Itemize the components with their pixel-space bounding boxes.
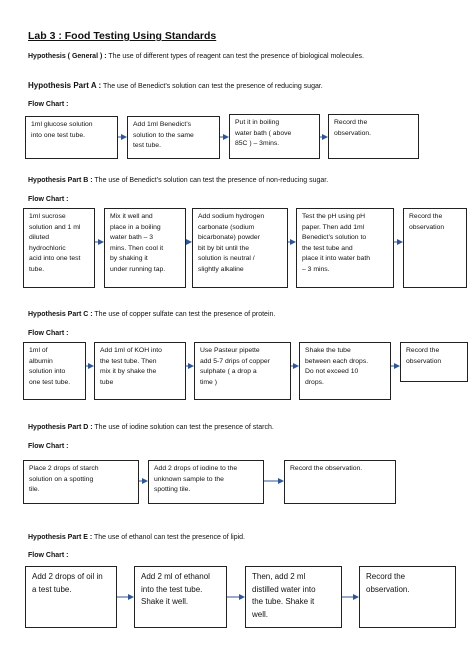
step-c-4: Shake the tube between each drops. Do not exceed 10 drops. bbox=[299, 342, 391, 400]
hypothesis-a-text: The use of Benedict’s solution can test the presence of reducing sugar. bbox=[101, 83, 323, 90]
hypothesis-e-label: Hypothesis Part E : bbox=[28, 534, 93, 541]
step-b-2: Mix it well and place in a boiling water bath – 3 mins. Then cool it by shaking it under running tap. bbox=[104, 208, 186, 288]
flow-chart-c-label: Flow Chart : bbox=[28, 330, 69, 337]
step-c-1: 1ml of albumin solution into one test tube. bbox=[23, 342, 86, 400]
hypothesis-d-label: Hypothesis Part D : bbox=[28, 424, 93, 431]
step-a-2: Add 1ml Benedict’s solution to the same test tube. bbox=[127, 116, 220, 159]
step-c-3: Use Pasteur pipette add 5-7 drips of copper sulphate ( a drop a time ) bbox=[194, 342, 291, 400]
flow-chart-b-label: Flow Chart : bbox=[28, 196, 69, 203]
hypothesis-a-label: Hypothesis Part A : bbox=[28, 81, 102, 90]
step-c-5: Record the observation bbox=[400, 342, 468, 382]
flow-chart-e-label: Flow Chart : bbox=[28, 552, 69, 559]
step-a-4: Record the observation. bbox=[328, 114, 419, 159]
hypothesis-d-text: The use of iodine solution can test the presence of starch. bbox=[92, 424, 274, 431]
hypothesis-e-text: The use of ethanol can test the presence of lipid. bbox=[92, 534, 245, 541]
step-b-4: Test the pH using pH paper. Then add 1ml Benedict’s solution to the test tube and place it into water bath – 3 mins. bbox=[296, 208, 394, 288]
step-b-5: Record the observation bbox=[403, 208, 467, 288]
step-b-3: Add sodium hydrogen carbonate (sodium bicarbonate) powder bit by bit until the solution is neutral / slightly alkaline bbox=[192, 208, 288, 288]
step-b-1: 1ml sucrose solution and 1 ml diluted hydrochloric acid into one test tube. bbox=[23, 208, 95, 288]
page-title: Lab 3 : Food Testing Using Standards bbox=[28, 30, 217, 42]
step-d-1: Place 2 drops of starch solution on a spotting tile. bbox=[23, 460, 139, 504]
step-e-1: Add 2 drops of oil in a test tube. bbox=[25, 566, 117, 628]
step-d-3: Record the observation. bbox=[284, 460, 396, 504]
general-hypothesis-text: The use of different types of reagent can test the presence of biological molecules. bbox=[106, 53, 364, 60]
general-hypothesis-label: Hypothesis ( General ) : bbox=[28, 53, 107, 60]
hypothesis-b-text: The use of Benedict’s solution can test the presence of non-reducing sugar. bbox=[92, 177, 329, 184]
step-e-2: Add 2 ml of ethanol into the test tube. Shake it well. bbox=[134, 566, 227, 628]
step-c-2: Add 1ml of KOH into the test tube. Then mix it by shake the tube bbox=[94, 342, 186, 400]
hypothesis-b-label: Hypothesis Part B : bbox=[28, 177, 93, 184]
step-e-3: Then, add 2 ml distilled water into the tube. Shake it well. bbox=[245, 566, 342, 628]
step-a-3: Put it in boiling water bath ( above 85C ) – 3mins. bbox=[229, 114, 320, 159]
flow-chart-d-label: Flow Chart : bbox=[28, 443, 69, 450]
step-d-2: Add 2 drops of iodine to the unknown sample to the spotting tile. bbox=[148, 460, 264, 504]
hypothesis-c-text: The use of copper sulfate can test the presence of protein. bbox=[92, 311, 276, 318]
step-a-1: 1ml glucose solution into one test tube. bbox=[25, 116, 118, 159]
hypothesis-c-label: Hypothesis Part C : bbox=[28, 311, 93, 318]
step-e-4: Record the observation. bbox=[359, 566, 456, 628]
flow-chart-a-label: Flow Chart : bbox=[28, 101, 69, 108]
